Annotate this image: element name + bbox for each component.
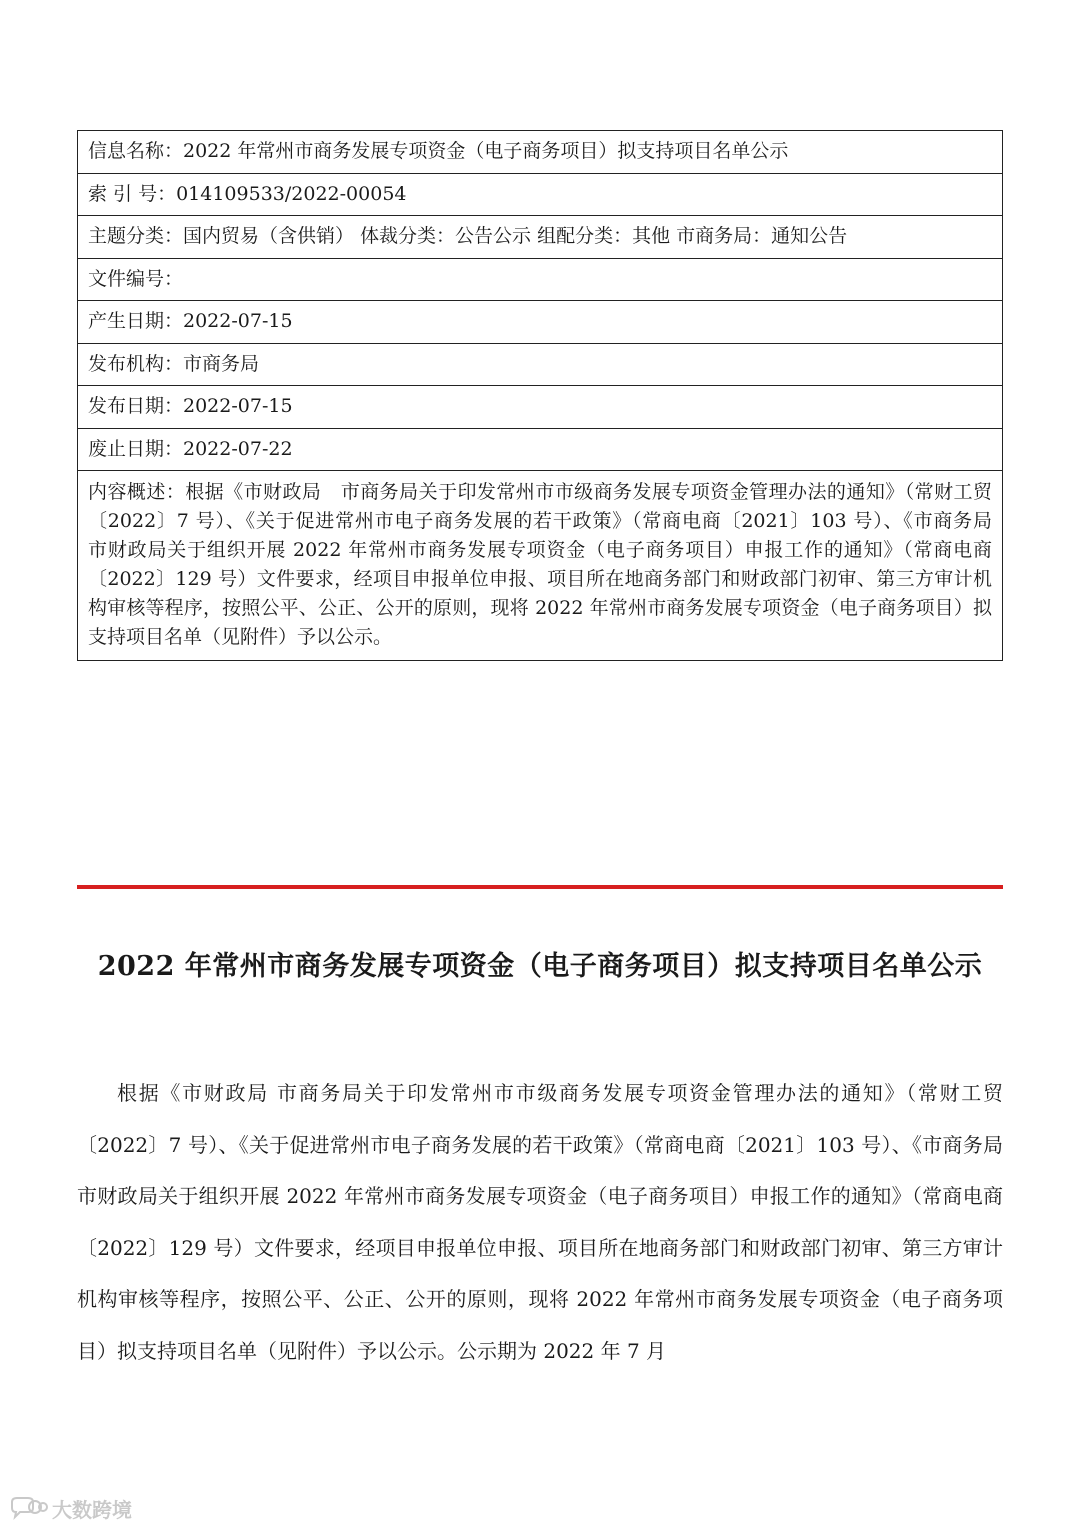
info-publisher: 发布机构：市商务局 (78, 343, 1003, 386)
info-row-expiry-date (78, 428, 1003, 471)
info-row-index (78, 173, 1003, 216)
watermark-text: 大数跨境 (52, 1498, 132, 1522)
watermark (8, 1494, 132, 1523)
info-row-file-number (78, 258, 1003, 301)
info-row-summary (78, 471, 1003, 661)
document-body: 根据《市财政局 市商务局关于印发常州市市级商务发展专项资金管理办法的通知》（常财工贸〔2022〕7 号）、《关于促进常州市电子商务发展的若干政策》（常商电商〔2021〕103 号）、《市商务局 市财政局关于组织开展 2022 年常州市商务发展专项资金（电子商务项目）申报工作的通知》（常商电商〔2022〕129 号）文件要求，经项目申报单位申报、项目所在地商务部门和财政部门初审、第三方审计机构审核等程序，按照公平、公正、公开的原则，现将 2022 年常州市商务发展专项资金（电子商务项目）拟支持项目名单（见附件）予以公示。公示期为 2022 年 7 月 (77, 1081, 1003, 1363)
info-index-number: 索 引 号：014109533/2022-00054 (78, 173, 1003, 216)
info-row-publisher (78, 343, 1003, 386)
info-created-date: 产生日期：2022-07-15 (78, 301, 1003, 344)
red-divider (77, 885, 1003, 889)
info-summary: 内容概述：根据《市财政局 市商务局关于印发常州市市级商务发展专项资金管理办法的通知》（常财工贸〔2022〕7 号）、《关于促进常州市电子商务发展的若干政策》（常商电商〔2021〕103 号）、《市商务局 市财政局关于组织开展 2022 年常州市商务发展专项资金（电子商务项目）申报工作的通知》（常商电商〔2022〕129 号）文件要求，经项目申报单位申报、项目所在地商务部门和财政部门初审、第三方审计机构审核等程序，按照公平、公正、公开的原则，现将 2022 年常州市商务发展专项资金（电子商务项目）拟支持项目名单（见附件）予以公示。 (78, 471, 1003, 661)
info-row-category (78, 216, 1003, 259)
info-file-number: 文件编号： (78, 258, 1003, 301)
info-category: 主题分类：国内贸易（含供销） 体裁分类：公告公示 组配分类：其他 市商务局：通知公告 (78, 216, 1003, 259)
info-name: 信息名称：2022 年常州市商务发展专项资金（电子商务项目）拟支持项目名单公示 (78, 131, 1003, 174)
chat-bubble-icon (8, 1496, 48, 1522)
info-row-publish-date (78, 386, 1003, 429)
info-publish-date: 发布日期：2022-07-15 (78, 386, 1003, 429)
info-expiry-date: 废止日期：2022-07-22 (78, 428, 1003, 471)
info-row-created-date (78, 301, 1003, 344)
document-title: 2022 年常州市商务发展专项资金（电子商务项目）拟支持项目名单公示 (97, 951, 983, 982)
info-row-name (78, 131, 1003, 174)
info-table (77, 130, 1012, 661)
